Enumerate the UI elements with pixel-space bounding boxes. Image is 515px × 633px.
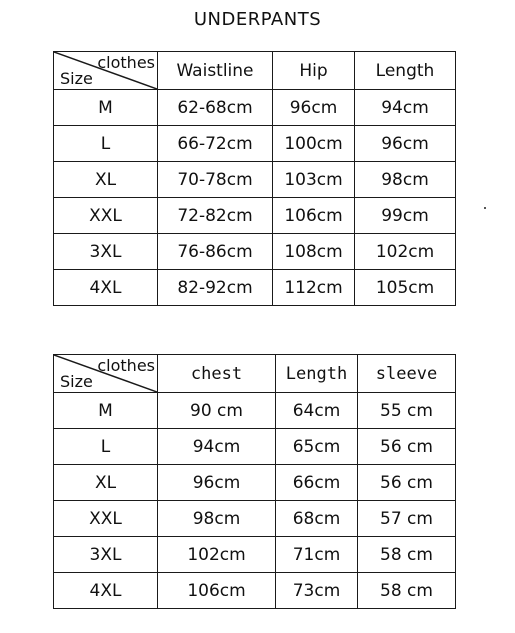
table-cell: 94cm — [158, 429, 276, 465]
table-cell: 82-92cm — [158, 270, 273, 306]
table-cell: 62-68cm — [158, 90, 273, 126]
table-row — [54, 393, 456, 429]
table-cell: 55 cm — [358, 393, 456, 429]
table-cell: 96cm — [355, 126, 456, 162]
table-cell: 72-82cm — [158, 198, 273, 234]
table-cell: 58 cm — [358, 573, 456, 609]
page-title: UNDERPANTS — [193, 9, 322, 30]
corner-label-size: Size — [60, 69, 93, 88]
corner-cell — [54, 52, 158, 90]
table-row — [54, 162, 456, 198]
size-label: M — [54, 393, 158, 429]
table-cell: 102cm — [355, 234, 456, 270]
table-row — [54, 198, 456, 234]
table-cell: 94cm — [355, 90, 456, 126]
table-cell: 112cm — [273, 270, 355, 306]
top-size-table — [53, 354, 456, 609]
table-cell: 66cm — [276, 465, 358, 501]
size-label: XXL — [54, 501, 158, 537]
column-header: Waistline — [158, 52, 273, 90]
table-row — [54, 537, 456, 573]
table-cell: 57 cm — [358, 501, 456, 537]
table-cell: 102cm — [158, 537, 276, 573]
column-header: chest — [158, 355, 276, 393]
table-cell: 58 cm — [358, 537, 456, 573]
table-cell: 90 cm — [158, 393, 276, 429]
table-cell: 103cm — [273, 162, 355, 198]
size-label: L — [54, 429, 158, 465]
table-cell: 100cm — [273, 126, 355, 162]
table-cell: 98cm — [355, 162, 456, 198]
size-label: XXL — [54, 198, 158, 234]
table-cell: 99cm — [355, 198, 456, 234]
table-cell: 105cm — [355, 270, 456, 306]
column-header: Length — [276, 355, 358, 393]
table-cell: 70-78cm — [158, 162, 273, 198]
table-cell: 71cm — [276, 537, 358, 573]
size-label: 4XL — [54, 270, 158, 306]
table-row — [54, 429, 456, 465]
table-cell: 96cm — [158, 465, 276, 501]
table-cell: 98cm — [158, 501, 276, 537]
underpants-size-table — [53, 51, 456, 306]
table-cell: 56 cm — [358, 429, 456, 465]
column-header: sleeve — [358, 355, 456, 393]
table-header-row — [54, 355, 456, 393]
table-row — [54, 234, 456, 270]
table-cell: 65cm — [276, 429, 358, 465]
size-label: 3XL — [54, 537, 158, 573]
table-cell: 96cm — [273, 90, 355, 126]
size-label: 3XL — [54, 234, 158, 270]
column-header: Hip — [273, 52, 355, 90]
size-label: M — [54, 90, 158, 126]
table-cell: 64cm — [276, 393, 358, 429]
size-label: L — [54, 126, 158, 162]
table-row — [54, 270, 456, 306]
table-row — [54, 90, 456, 126]
table-header-row — [54, 52, 456, 90]
stray-dot — [484, 207, 486, 209]
size-label: XL — [54, 465, 158, 501]
size-label: XL — [54, 162, 158, 198]
corner-label-clothes: clothes — [97, 356, 155, 375]
corner-label-size: Size — [60, 372, 93, 391]
table-cell: 73cm — [276, 573, 358, 609]
table-cell: 106cm — [158, 573, 276, 609]
table-row — [54, 573, 456, 609]
table-cell: 66-72cm — [158, 126, 273, 162]
table-cell: 108cm — [273, 234, 355, 270]
table-cell: 68cm — [276, 501, 358, 537]
table-cell: 106cm — [273, 198, 355, 234]
table-cell: 56 cm — [358, 465, 456, 501]
column-header: Length — [355, 52, 456, 90]
corner-label-clothes: clothes — [97, 53, 155, 72]
table-row — [54, 501, 456, 537]
table-row — [54, 126, 456, 162]
table-cell: 76-86cm — [158, 234, 273, 270]
table-row — [54, 465, 456, 501]
size-label: 4XL — [54, 573, 158, 609]
corner-cell — [54, 355, 158, 393]
